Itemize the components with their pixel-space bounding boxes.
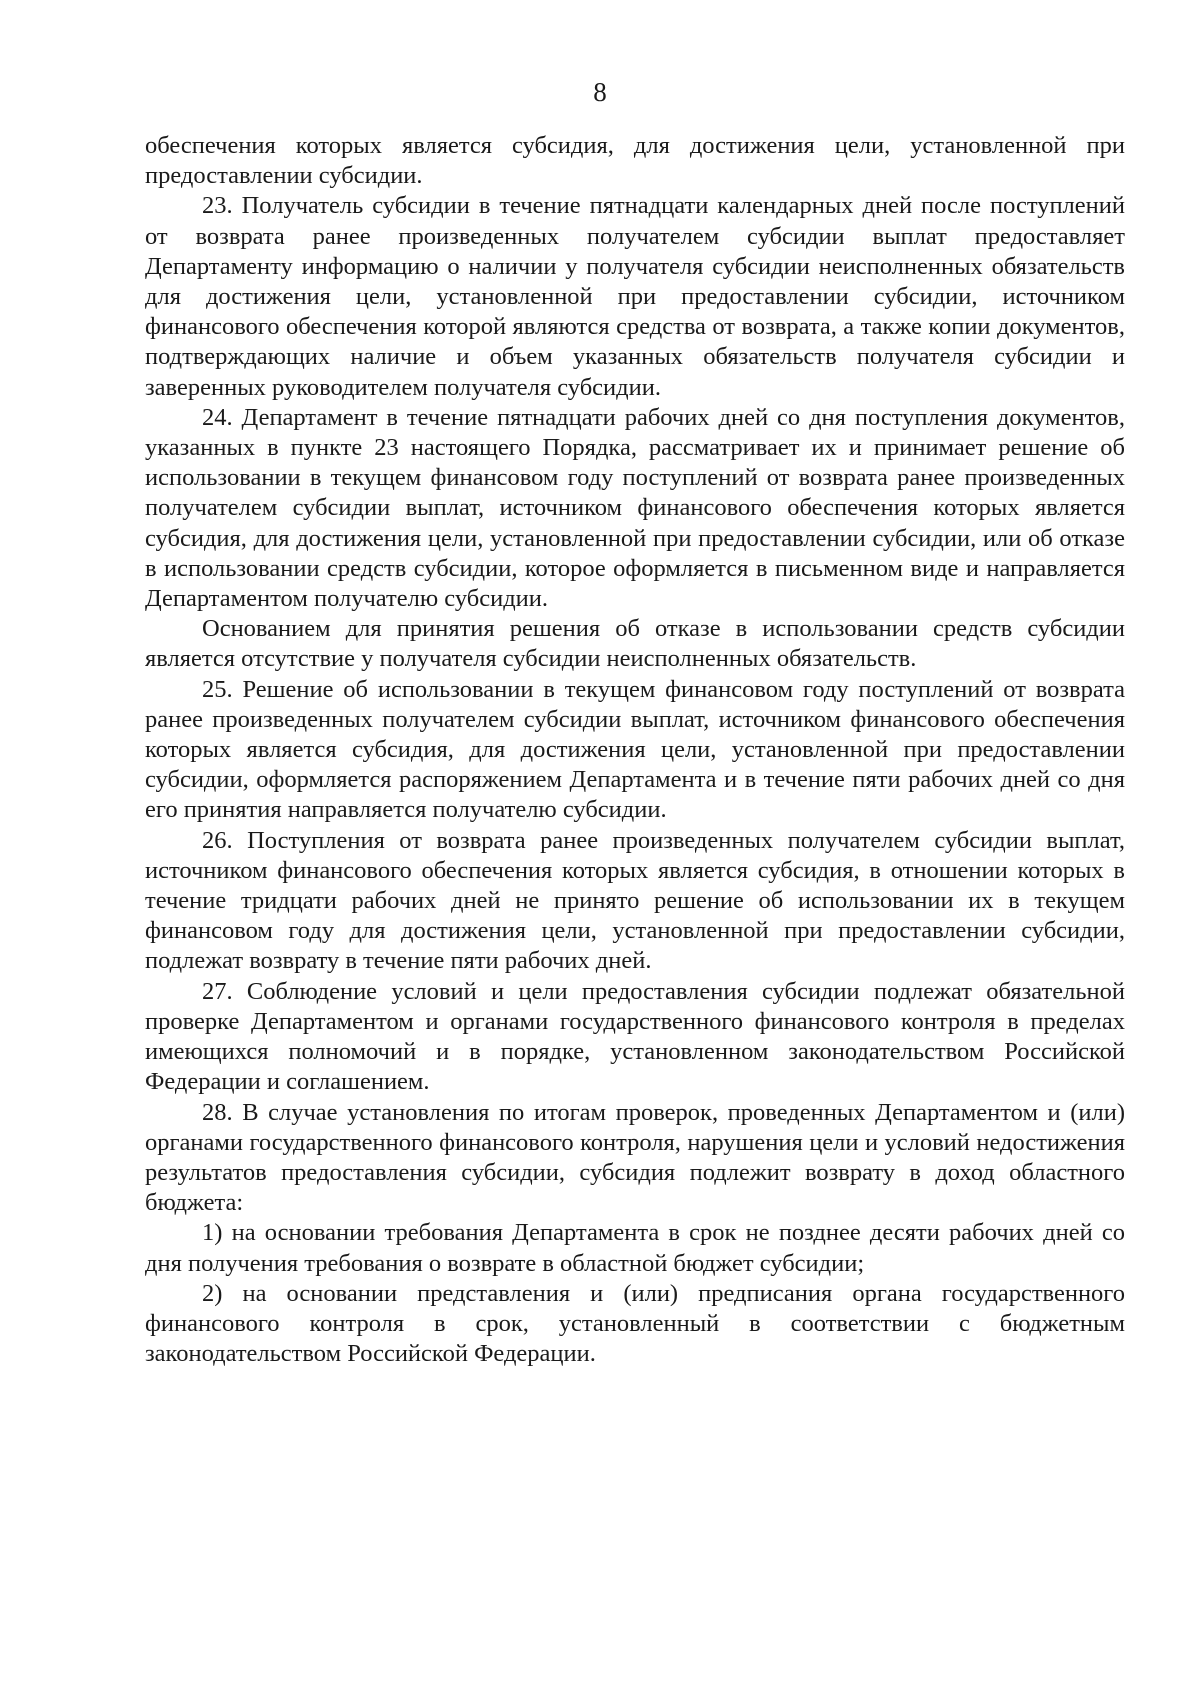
paragraph-subitem-1: 1) на основании требования Департамента в срок не позднее десяти рабочих дней со дня получения требования о возврате в областной бюджет субсидии;: [145, 1219, 1125, 1277]
page-number: 8: [593, 77, 607, 107]
paragraph-subitem-2: 2) на основании представления и (или) предписания органа государственного финансового контроля в срок, установленный в соответствии с бюджетным законодательством Российской Федерации.: [145, 1279, 1125, 1368]
document-body: [145, 131, 1125, 1369]
paragraph-item-26: 26. Поступления от возврата ранее произведенных получателем субсидии выплат, источником финансового обеспечения которых является субсидия, в отношении которых в течение тридцати рабочих дней не принято решение об использовании их в текущем финансовом году для достижения цели, установленной при предоставлении субсидии, подлежат возврату в течение пяти рабочих дней.: [145, 826, 1125, 975]
paragraph-refusal-grounds: Основанием для принятия решения об отказе в использовании средств субсидии является отсутствие у получателя субсидии неисполненных обязательств.: [145, 615, 1125, 673]
paragraph-item-24: 24. Департамент в течение пятнадцати рабочих дней со дня поступления документов, указанных в пункте 23 настоящего Порядка, рассматривает их и принимает решение об использовании в текущем финансовом году поступлений от возврата ранее произведенных получателем субсидии выплат, источником финансового обеспечения которых является субсидия, для достижения цели, установленной при предоставлении субсидии, или об отказе в использовании средств субсидии, которое оформляется в письменном виде и направляется Департаментом получателю субсидии.: [145, 403, 1125, 613]
paragraph-item-23: 23. Получатель субсидии в течение пятнадцати календарных дней после поступлений от возврата ранее произведенных получателем субсидии выплат предоставляет Департаменту информацию о наличии у получателя субсидии неисполненных обязательств для достижения цели, установленной при предоставлении субсидии, источником финансового обеспечения которой являются средства от возврата, а также копии документов, подтверждающих наличие и объем указанных обязательств получателя субсидии и заверенных руководителем получателя субсидии.: [145, 192, 1125, 401]
paragraph-item-25: 25. Решение об использовании в текущем финансовом году поступлений от возврата ранее произведенных получателем субсидии выплат, источником финансового обеспечения которых является субсидия, для достижения цели, установленной при предоставлении субсидии, оформляется распоряжением Департамента и в течение пяти рабочих дней со дня его принятия направляется получателю субсидии.: [145, 675, 1125, 824]
paragraph-continuation: обеспечения которых является субсидия, для достижения цели, установленной при предоставлении субсидии.: [145, 132, 1125, 190]
paragraph-item-28: 28. В случае установления по итогам проверок, проведенных Департаментом и (или) органами государственного финансового контроля, нарушения цели и условий недостижения результатов предоставления субсидии, субсидия подлежит возврату в доход областного бюджета:: [145, 1098, 1125, 1217]
paragraph-item-27: 27. Соблюдение условий и цели предоставления субсидии подлежат обязательной проверке Департаментом и органами государственного финансового контроля в пределах имеющихся полномочий и в порядке, установленном законодательством Российской Федерации и соглашением.: [145, 977, 1125, 1096]
